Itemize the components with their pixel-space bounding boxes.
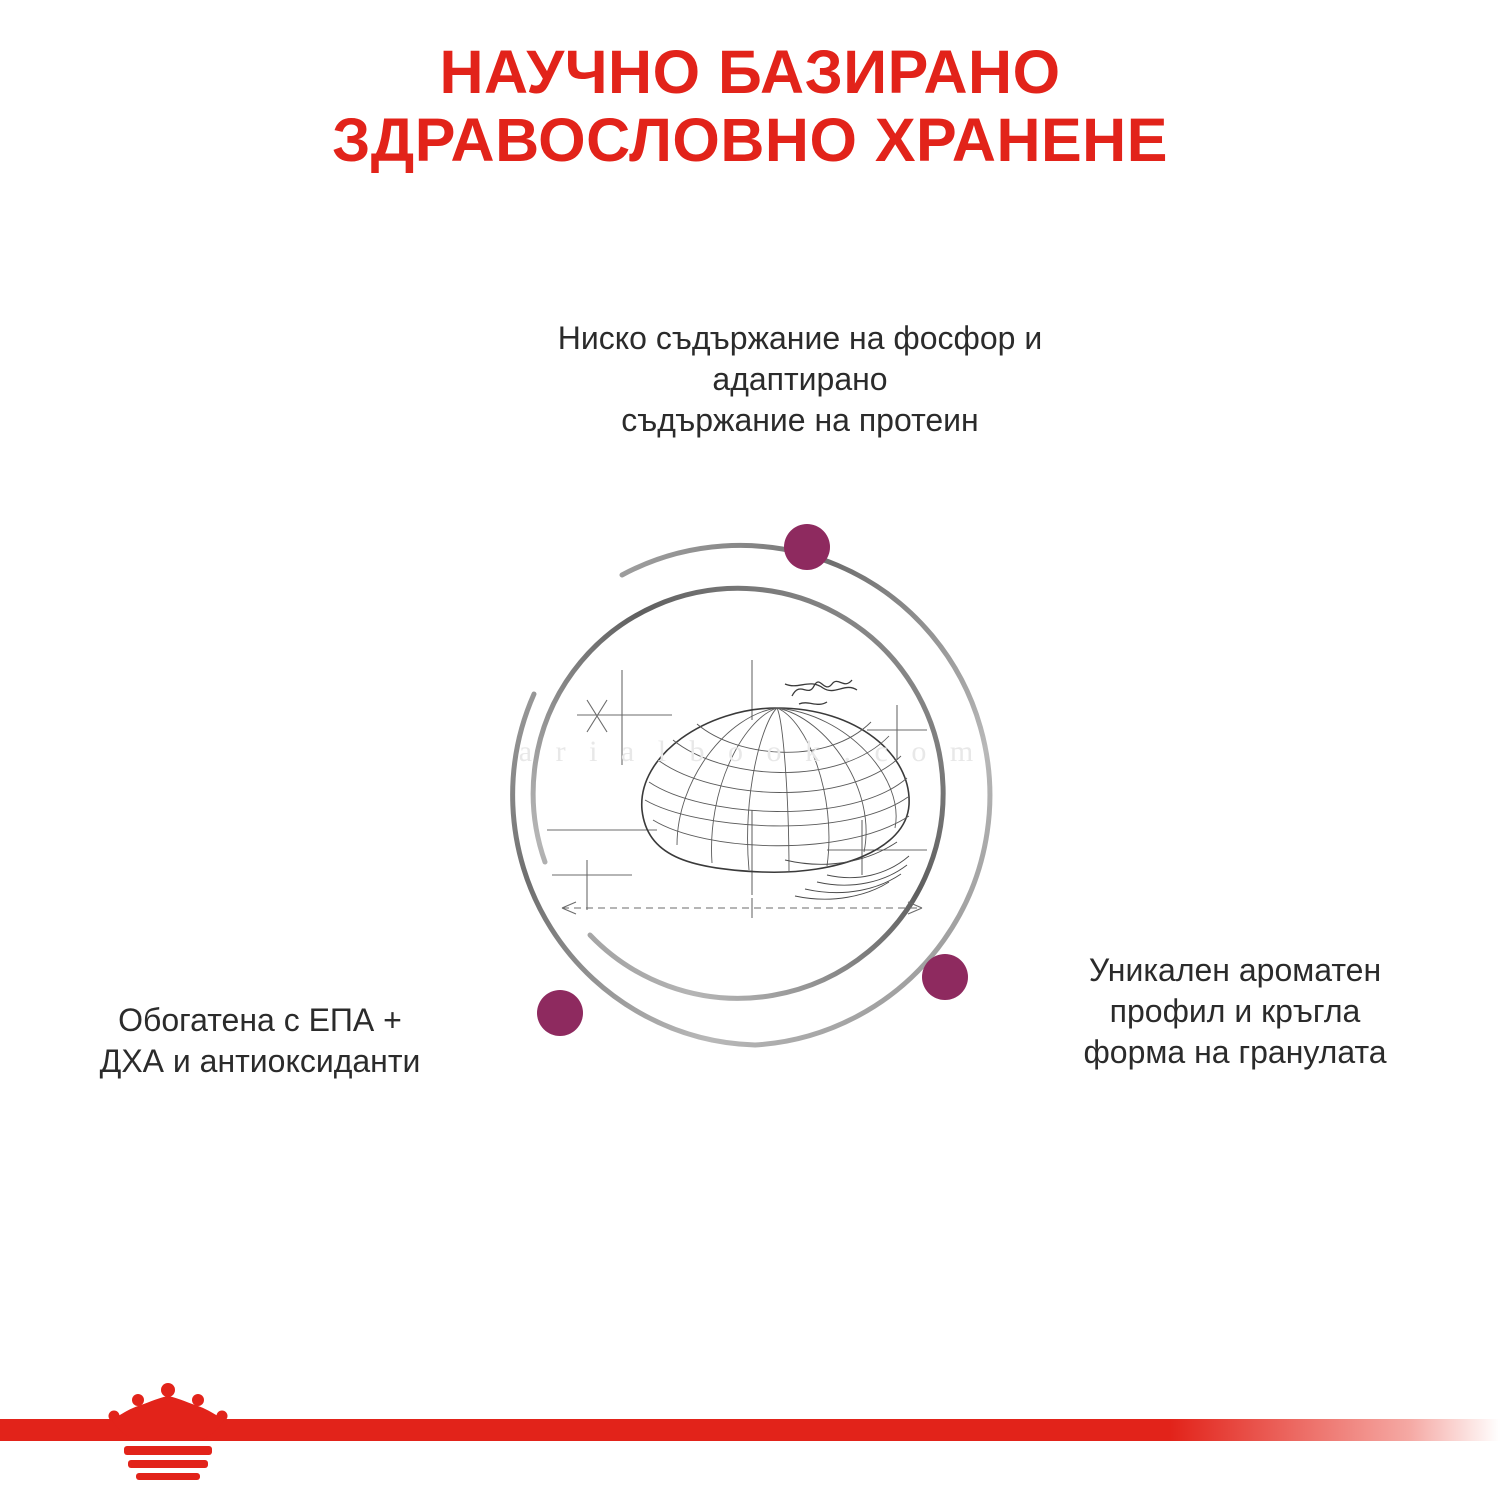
page-title-line-2: ЗДРАВОСЛОВНО ХРАНЕНЕ <box>332 106 1168 175</box>
caption-left-line-1: Обогатена с ЕПА + <box>118 1002 402 1038</box>
page-title-line-1: НАУЧНО БАЗИРАНО <box>439 38 1061 106</box>
caption-epa-dha <box>20 1000 500 1082</box>
caption-right-line-2: профил и кръгла <box>1109 992 1361 1029</box>
page-title <box>0 38 1500 175</box>
diagram-dot-left <box>537 990 583 1036</box>
caption-phosphorus-protein <box>430 318 1170 441</box>
caption-top-line-1: Ниско съдържание на фосфор и <box>557 320 1043 356</box>
caption-right-line-1: Уникален ароматен <box>1088 952 1382 988</box>
caption-aroma-shape <box>1000 950 1470 1073</box>
kibble-sketch <box>527 660 967 940</box>
kibble-outline <box>642 708 909 872</box>
caption-top-line-3: съдържание на протеин <box>621 401 979 438</box>
caption-right-line-3: форма на гранулата <box>1083 1033 1387 1070</box>
watermark-text: a r i a l b o o k . c o m <box>518 735 982 768</box>
caption-left-line-2: ДХА и антиоксиданти <box>99 1042 421 1079</box>
dimension-line <box>562 898 922 918</box>
signature-scribble <box>785 680 857 704</box>
construction-lines <box>547 660 927 910</box>
diagram-dot-right <box>922 954 968 1000</box>
diagram-dot-top <box>784 524 830 570</box>
royal-canin-crown-logo <box>98 1382 238 1487</box>
caption-top-line-2: адаптирано <box>712 360 888 397</box>
kibble-mesh <box>645 708 909 872</box>
